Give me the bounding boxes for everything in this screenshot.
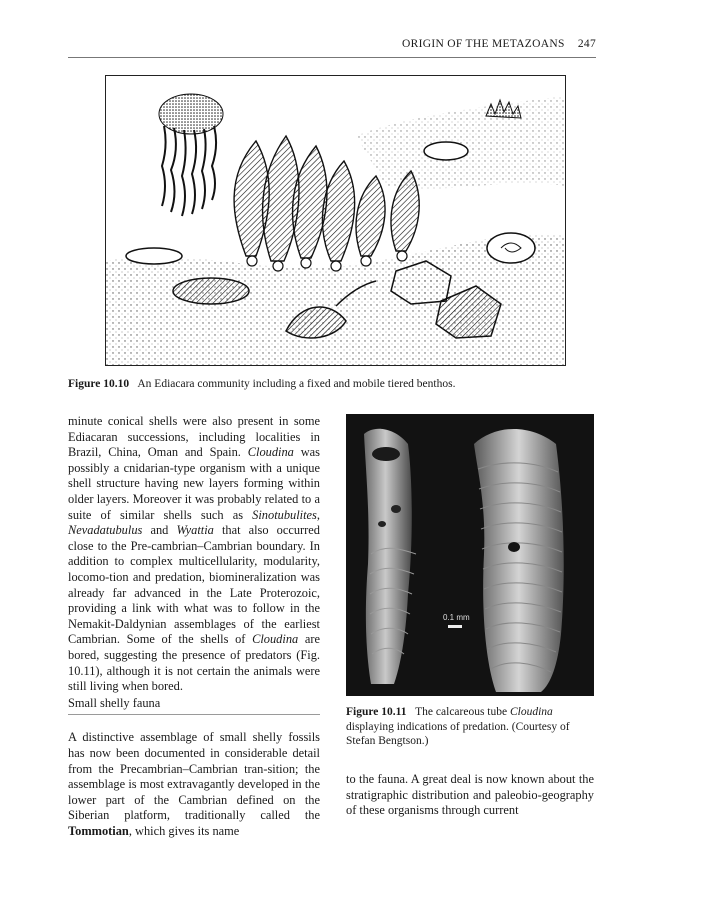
text-run: minute conical shells were also present in some Ediacaran successions, including localities in Brazil, China, Oman and Spain. <box>68 414 320 460</box>
body-paragraph <box>68 414 320 695</box>
taxon-name: Wyattia <box>176 523 214 538</box>
text-run: that also occurred close to the Pre-cambrian–Cambrian boundary. In addition to complex multicellularity, modularity, locomo-tion and predation, biomineralization was already far advanced in the Late Proterozoic, providing a link with what was to follow in the Nemakit-Daldynian assemblages of the earliest Cambrian. Some of the shells of <box>68 523 321 647</box>
spiral-disc <box>487 233 535 263</box>
text-run: to the fauna. A great deal is now known about the stratigraphic distribution and paleobio-geography of these organisms through current <box>346 772 594 818</box>
text-run: displaying indications of predation. (Courtesy of Stefan Bengtson.) <box>346 720 570 747</box>
text-run: , which gives its name <box>128 823 240 838</box>
ediacara-illustration <box>105 75 566 366</box>
left-column-body-2 <box>68 718 320 852</box>
text-run: A distinctive assemblage of small shelly fossils has now been documented in considerable detail from the Precambrian–Cambrian tran-sition; the assemblage is most extravagantly developed in the lower part of the Cambrian defined on the Siberian platform, traditionally called the <box>68 730 320 823</box>
body-paragraph-3 <box>346 772 594 819</box>
left-column-body <box>68 414 320 695</box>
figure-caption-10-11 <box>346 705 594 749</box>
text-run: The calcareous tube <box>415 706 510 718</box>
running-title: ORIGIN OF THE METAZOANS <box>402 38 565 50</box>
cloudina-tube-right <box>474 429 564 692</box>
taxon-name: Cloudina <box>247 445 294 460</box>
taxon-name: Nevadatubulus <box>68 523 143 538</box>
cloudina-photo <box>346 414 594 696</box>
scale-bar-label: 0.1 mm <box>443 613 470 622</box>
taxon-name: Cloudina <box>509 706 553 718</box>
taxon-name: Cloudina <box>252 632 299 647</box>
figure-label-2: Figure 10.11 <box>346 706 407 718</box>
text-run: was possibly a cnidarian-type organism with a unique shell structure having new layers forming within older layers. Moreover it was probably related to a suite of similar shells such as <box>68 445 320 522</box>
section-heading: Small shelly fauna <box>68 696 320 715</box>
taxon-name: Sinotubulites <box>252 507 317 522</box>
text-run: are bored, suggesting the presence of predators (Fig. 10.11), although it is not certain the animals were still living when bored. <box>68 632 320 694</box>
figure-caption-text: An Ediacara community including a fixed and mobile tiered benthos. <box>137 378 456 390</box>
page-number: 247 <box>577 38 596 50</box>
bold-term: Tommotian <box>68 823 129 838</box>
text-run: , <box>316 507 320 522</box>
body-paragraph-2 <box>68 730 320 839</box>
running-header <box>68 38 596 50</box>
right-column-body <box>346 772 594 819</box>
header-rule <box>68 57 596 58</box>
figure-caption-10-10 <box>68 378 608 390</box>
figure-label: Figure 10.10 <box>68 378 130 390</box>
text-run: and <box>142 523 177 538</box>
